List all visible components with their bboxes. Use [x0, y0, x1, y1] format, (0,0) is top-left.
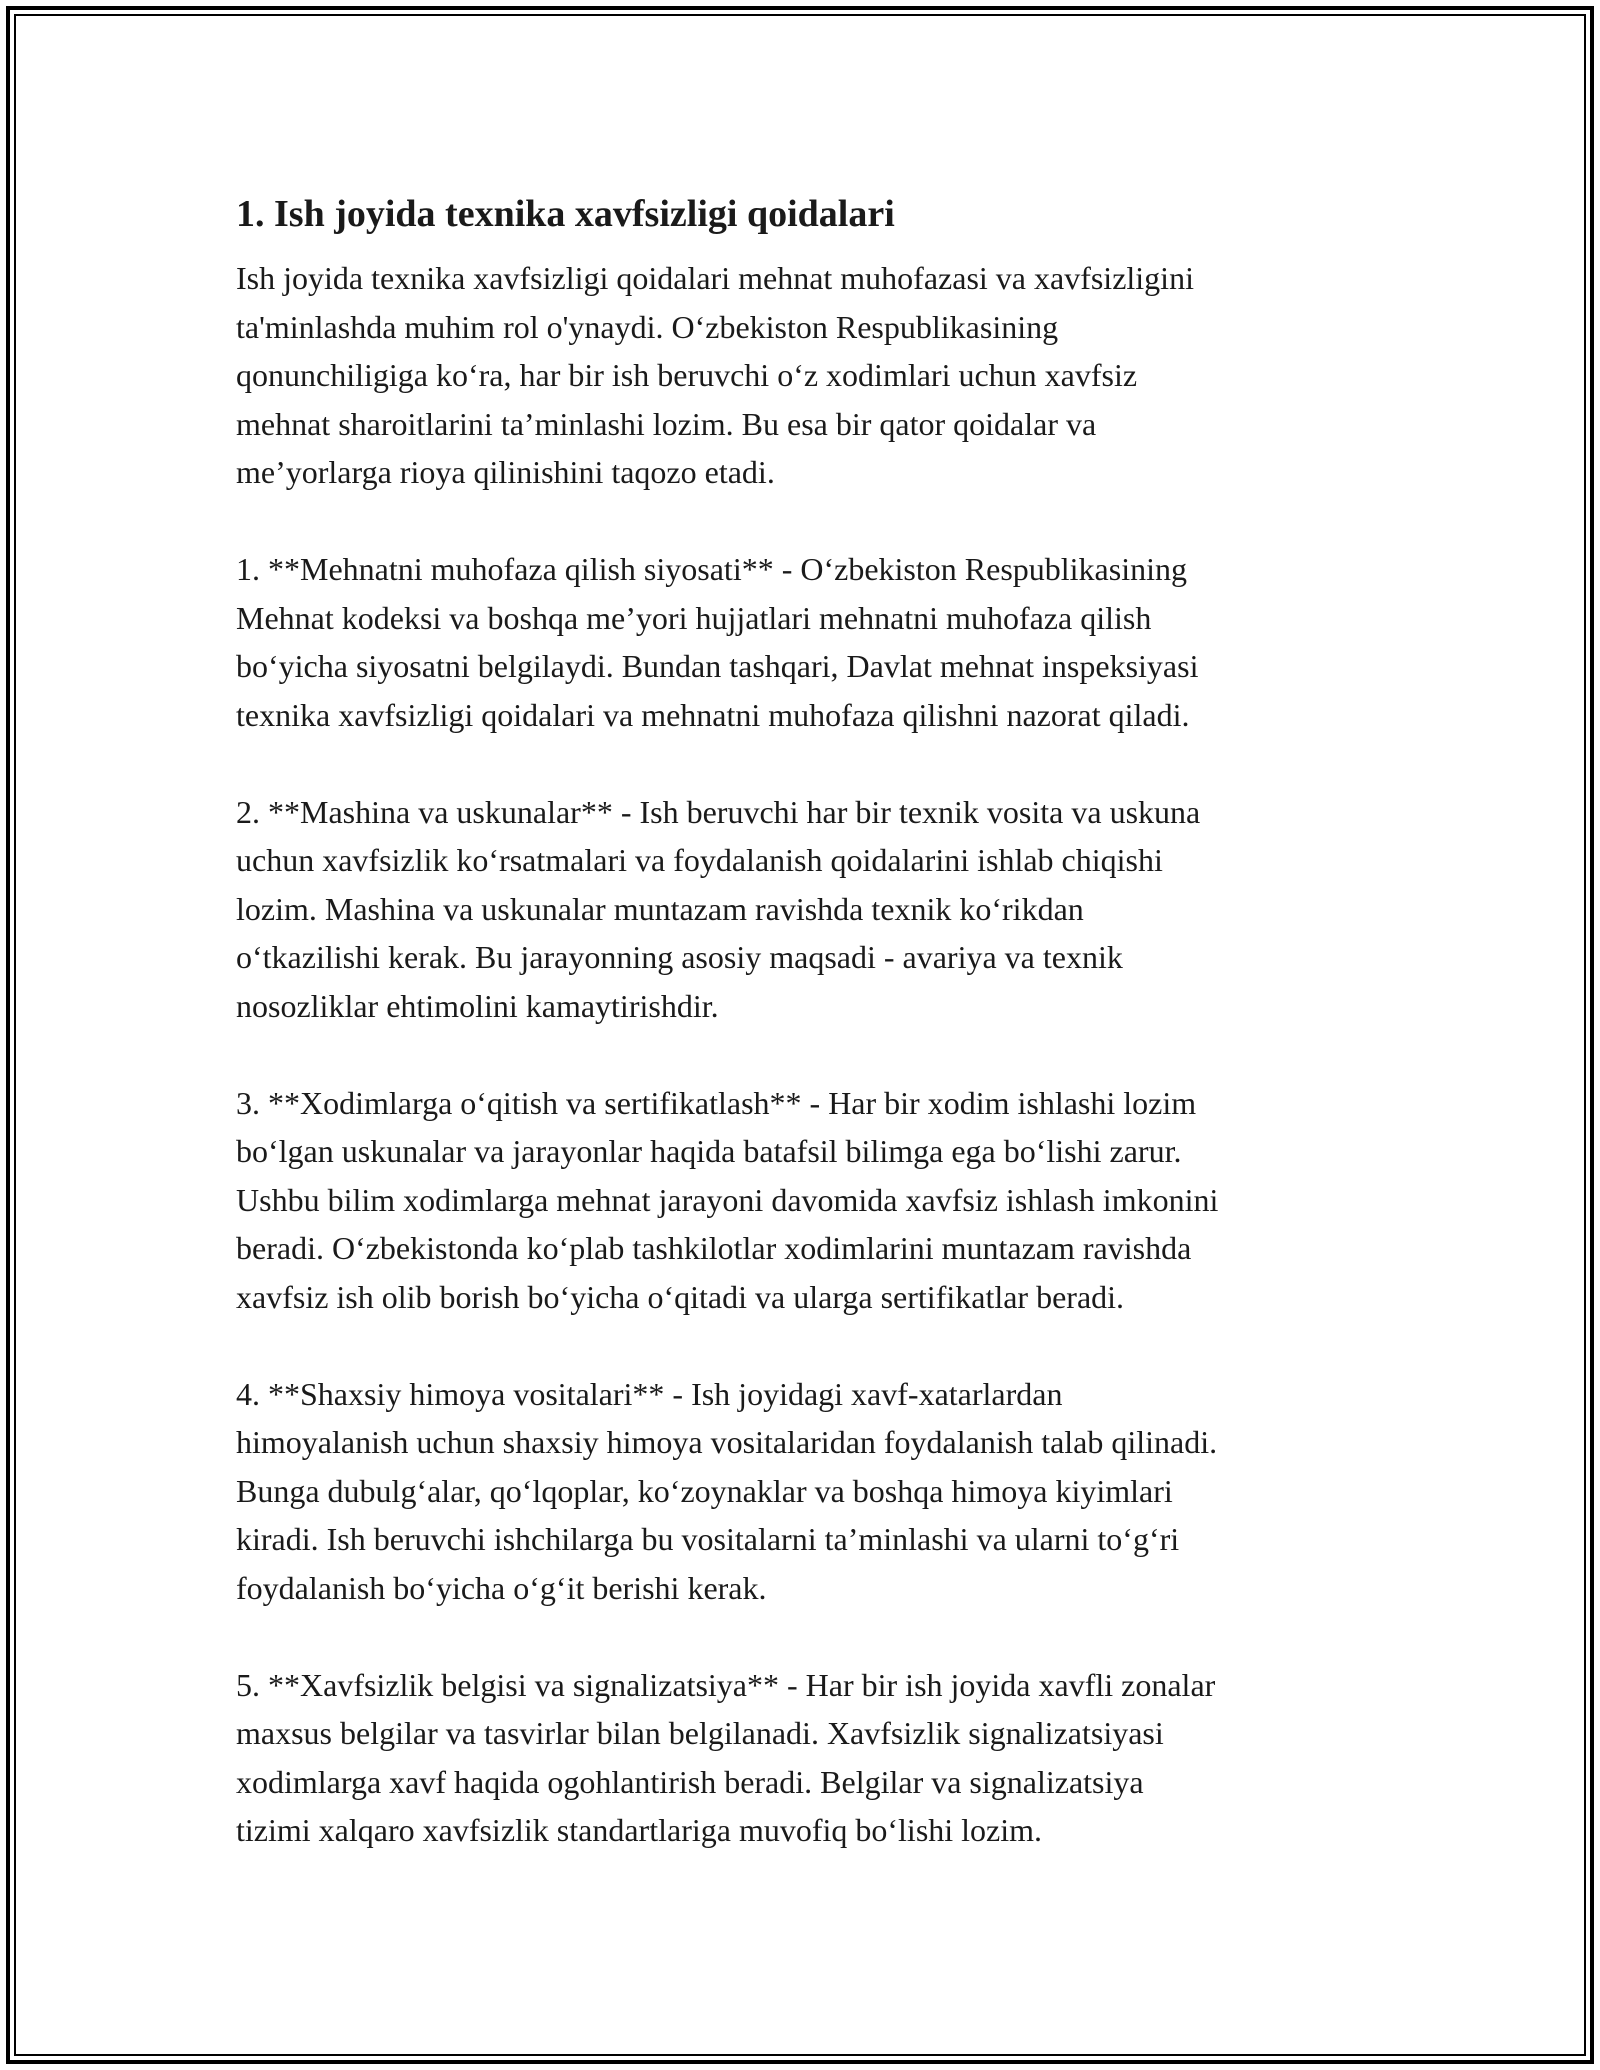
rule-item-5: 5. **Xavfsizlik belgisi va signalizatsiya** - Har bir ish joyida xavfli zonalar maxsus belgilar va tasvirlar bilan belgilanadi. Xavfsizlik signalizatsiyasi xodimlarga xavf haqida ogohlantirish beradi. Belgilar va signalizatsiya tizimi xalqaro xavfsizlik standartlariga muvofiq bo‘lishi lozim.	[236, 1666, 1216, 1848]
rule-item-4: 4. **Shaxsiy himoya vositalari** - Ish joyidagi xavf-xatarlardan himoyalanish uchun shaxsiy himoya vositalaridan foydalanish talab qilinadi. Bunga dubulg‘alar, qo‘lqoplar, ko‘zoynaklar va boshqa himoya kiyimlari kiradi. Ish beruvchi ishchilarga bu vositalarni ta’minlashi va ularni to‘g‘ri foydalanish bo‘yicha o‘g‘it berishi kerak.	[236, 1375, 1218, 1606]
rule-item-3: 3. **Xodimlarga o‘qitish va sertifikatlash** - Har bir xodim ishlashi lozim bo‘lgan uskunalar va jarayonlar haqida batafsil bilimga ega bo‘lishi zarur. Ushbu bilim xodimlarga mehnat jarayoni davomida xavfsiz ishlash imkonini beradi. O‘zbekistonda ko‘plab tashkilotlar xodimlarini muntazam ravishda xavfsiz ish olib borish bo‘yicha o‘qitadi va ularga sertifikatlar beradi.	[236, 1084, 1219, 1315]
document-title: 1. Ish joyida texnika xavfsizligi qoidalari	[236, 193, 895, 235]
document-body	[236, 186, 1386, 1855]
intro-paragraph: Ish joyida texnika xavfsizligi qoidalari mehnat muhofazasi va xavfsizligini ta'minlashda muhim rol o'ynaydi. O‘zbekiston Respublikasining qonunchiligiga ko‘ra, har bir ish beruvchi o‘z xodimlari uchun xavfsiz mehnat sharoitlarini ta’minlashi lozim. Bu esa bir qator qoidalar va me’yorlarga rioya qilinishini taqozo etadi.	[236, 260, 1194, 490]
rule-item-1: 1. **Mehnatni muhofaza qilish siyosati** - O‘zbekiston Respublikasining Mehnat kodeksi va boshqa me’yori hujjatlari mehnatni muhofaza qilish bo‘yicha siyosatni belgilaydi. Bundan tashqari, Davlat mehnat inspeksiyasi texnika xavfsizligi qoidalari va mehnatni muhofaza qilishni nazorat qiladi.	[236, 551, 1199, 733]
rule-item-2: 2. **Mashina va uskunalar** - Ish beruvchi har bir texnik vosita va uskuna uchun xavfsizlik ko‘rsatmalari va foydalanish qoidalarini ishlab chiqishi lozim. Mashina va uskunalar muntazam ravishda texnik ko‘rikdan o‘tkazilishi kerak. Bu jarayonning asosiy maqsadi - avariya va texnik nosozliklar ehtimolini kamaytirishdir.	[236, 793, 1201, 1024]
